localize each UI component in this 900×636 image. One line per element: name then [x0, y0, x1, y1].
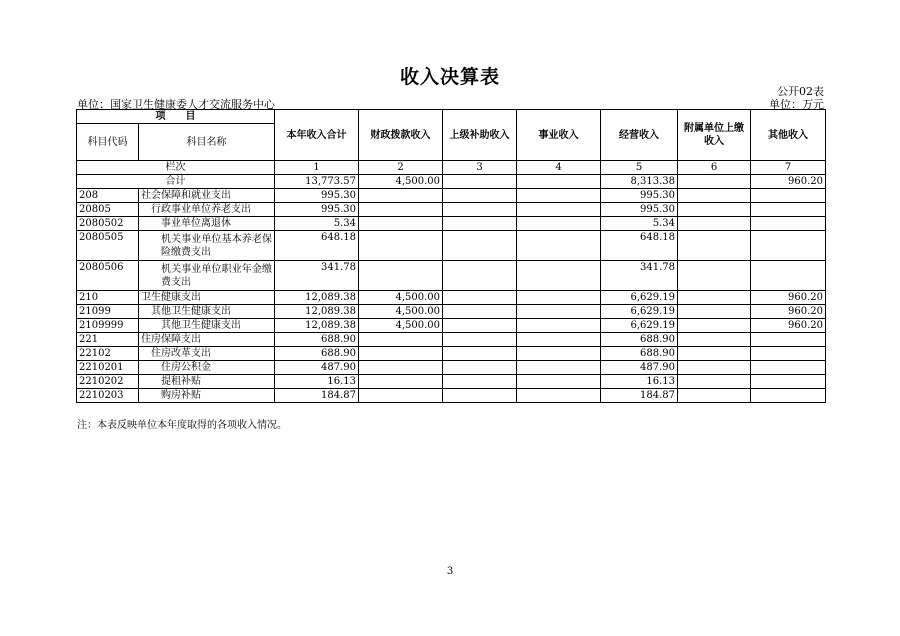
row-name: 事业单位离退休	[139, 217, 275, 231]
row-value	[443, 189, 517, 203]
row-value	[517, 319, 601, 333]
row-value	[751, 203, 826, 217]
row-value: 5.34	[275, 217, 359, 231]
row-name: 住房公积金	[139, 361, 275, 375]
header-code: 科目代码	[77, 124, 139, 161]
total-value	[678, 175, 751, 189]
row-code: 210	[77, 291, 139, 305]
row-value	[443, 231, 517, 261]
row-value: 688.90	[601, 333, 678, 347]
table-row	[77, 189, 826, 203]
row-name: 卫生健康支出	[139, 291, 275, 305]
row-value: 5.34	[601, 217, 678, 231]
row-value	[678, 261, 751, 291]
row-value	[678, 305, 751, 319]
row-value: 648.18	[275, 231, 359, 261]
row-value: 6,629.19	[601, 291, 678, 305]
row-value	[443, 203, 517, 217]
line-num: 6	[678, 161, 751, 175]
row-value: 4,500.00	[359, 305, 443, 319]
income-table	[76, 109, 826, 403]
row-value: 688.90	[275, 347, 359, 361]
row-code: 208	[77, 189, 139, 203]
row-value	[751, 217, 826, 231]
table-row	[77, 375, 826, 389]
row-value: 16.13	[601, 375, 678, 389]
table-row	[77, 305, 826, 319]
table-row	[77, 389, 826, 403]
table-note: 注：本表反映单位本年度取得的各项收入情况。	[77, 420, 287, 431]
row-name: 其他卫生健康支出	[139, 305, 275, 319]
table-row	[77, 203, 826, 217]
row-value: 487.90	[601, 361, 678, 375]
row-value	[443, 347, 517, 361]
row-value	[359, 231, 443, 261]
row-value	[678, 231, 751, 261]
row-value	[517, 231, 601, 261]
row-value: 995.30	[275, 189, 359, 203]
page-number: 3	[446, 566, 454, 577]
table-row	[77, 261, 826, 291]
row-value	[359, 375, 443, 389]
row-value	[443, 389, 517, 403]
row-value	[517, 261, 601, 291]
row-value: 184.87	[275, 389, 359, 403]
row-value	[443, 319, 517, 333]
row-value	[517, 333, 601, 347]
table-row	[77, 319, 826, 333]
table-row	[77, 347, 826, 361]
row-value: 12,089.38	[275, 319, 359, 333]
row-value: 6,629.19	[601, 305, 678, 319]
row-value	[443, 261, 517, 291]
total-row	[77, 175, 826, 189]
row-value: 995.30	[601, 203, 678, 217]
row-value	[359, 203, 443, 217]
row-name: 提租补贴	[139, 375, 275, 389]
row-value	[678, 347, 751, 361]
row-value	[517, 189, 601, 203]
row-value: 688.90	[601, 347, 678, 361]
line-num: 3	[443, 161, 517, 175]
line-num: 7	[751, 161, 826, 175]
row-value	[443, 333, 517, 347]
row-value: 960.20	[751, 305, 826, 319]
total-value	[517, 175, 601, 189]
table-row	[77, 217, 826, 231]
row-value: 688.90	[275, 333, 359, 347]
row-code: 2080502	[77, 217, 139, 231]
row-value	[678, 203, 751, 217]
row-value	[678, 217, 751, 231]
row-value	[443, 375, 517, 389]
row-value	[751, 347, 826, 361]
row-name: 住房保障支出	[139, 333, 275, 347]
row-value	[678, 375, 751, 389]
total-value	[443, 175, 517, 189]
line-num: 4	[517, 161, 601, 175]
page-title: 收入决算表	[399, 66, 500, 88]
row-value	[443, 217, 517, 231]
total-label: 合计	[77, 175, 275, 189]
header-col-6: 附属单位上缴收入	[678, 110, 751, 161]
header-name: 科目名称	[139, 124, 275, 161]
total-value: 13,773.57	[275, 175, 359, 189]
row-value	[517, 203, 601, 217]
row-code: 2210201	[77, 361, 139, 375]
row-value	[517, 217, 601, 231]
row-value	[443, 291, 517, 305]
row-value	[359, 217, 443, 231]
row-value	[751, 375, 826, 389]
row-value	[443, 361, 517, 375]
total-value: 8,313.38	[601, 175, 678, 189]
row-code: 2210202	[77, 375, 139, 389]
header-col-3: 上级补助收入	[443, 110, 517, 161]
table-row	[77, 291, 826, 305]
row-value	[517, 291, 601, 305]
row-code: 2080505	[77, 231, 139, 261]
row-value: 960.20	[751, 319, 826, 333]
row-value: 960.20	[751, 291, 826, 305]
row-value	[678, 291, 751, 305]
row-value	[751, 389, 826, 403]
row-value	[517, 389, 601, 403]
row-value	[751, 261, 826, 291]
row-name: 购房补贴	[139, 389, 275, 403]
header-col-2: 财政拨款收入	[359, 110, 443, 161]
row-value	[517, 305, 601, 319]
row-value: 16.13	[275, 375, 359, 389]
form-number: 公开02表	[777, 85, 824, 98]
row-value	[678, 389, 751, 403]
row-value	[359, 389, 443, 403]
row-name: 行政事业单位养老支出	[139, 203, 275, 217]
row-value	[517, 361, 601, 375]
row-value: 6,629.19	[601, 319, 678, 333]
row-value	[678, 319, 751, 333]
table-row	[77, 231, 826, 261]
header-col-1: 本年收入合计	[275, 110, 359, 161]
row-value	[359, 189, 443, 203]
row-value: 184.87	[601, 389, 678, 403]
header-col-5: 经营收入	[601, 110, 678, 161]
line-num: 2	[359, 161, 443, 175]
row-value	[678, 189, 751, 203]
row-value: 341.78	[601, 261, 678, 291]
row-value: 995.30	[275, 203, 359, 217]
row-code: 2210203	[77, 389, 139, 403]
row-value	[359, 347, 443, 361]
row-value	[678, 333, 751, 347]
organization-unit: 单位：国家卫生健康委人才交流服务中心	[77, 98, 275, 111]
row-value: 4,500.00	[359, 319, 443, 333]
table-row	[77, 333, 826, 347]
row-code: 22102	[77, 347, 139, 361]
row-value	[751, 333, 826, 347]
row-value	[443, 305, 517, 319]
row-name: 社会保障和就业支出	[139, 189, 275, 203]
row-code: 2109999	[77, 319, 139, 333]
line-num: 1	[275, 161, 359, 175]
row-value	[517, 347, 601, 361]
table-row	[77, 361, 826, 375]
header-col-4: 事业收入	[517, 110, 601, 161]
row-value: 648.18	[601, 231, 678, 261]
currency-unit: 单位：万元	[769, 98, 824, 111]
row-value	[359, 261, 443, 291]
row-value: 12,089.38	[275, 305, 359, 319]
row-value	[751, 231, 826, 261]
line-num: 5	[601, 161, 678, 175]
header-col-7: 其他收入	[751, 110, 826, 161]
row-name: 机关事业单位职业年金缴费支出	[139, 261, 275, 291]
header-item: 项 目	[77, 110, 275, 124]
row-name: 其他卫生健康支出	[139, 319, 275, 333]
row-code: 221	[77, 333, 139, 347]
row-value: 12,089.38	[275, 291, 359, 305]
row-value	[751, 361, 826, 375]
row-name: 住房改革支出	[139, 347, 275, 361]
row-value	[751, 189, 826, 203]
row-value: 487.90	[275, 361, 359, 375]
total-value: 4,500.00	[359, 175, 443, 189]
row-value	[359, 361, 443, 375]
row-code: 21099	[77, 305, 139, 319]
row-value	[678, 361, 751, 375]
row-value: 341.78	[275, 261, 359, 291]
row-name: 机关事业单位基本养老保险缴费支出	[139, 231, 275, 261]
total-value: 960.20	[751, 175, 826, 189]
row-value	[359, 333, 443, 347]
row-value: 995.30	[601, 189, 678, 203]
row-code: 2080506	[77, 261, 139, 291]
row-code: 20805	[77, 203, 139, 217]
row-value	[517, 375, 601, 389]
line-label: 栏次	[77, 161, 275, 175]
row-value: 4,500.00	[359, 291, 443, 305]
